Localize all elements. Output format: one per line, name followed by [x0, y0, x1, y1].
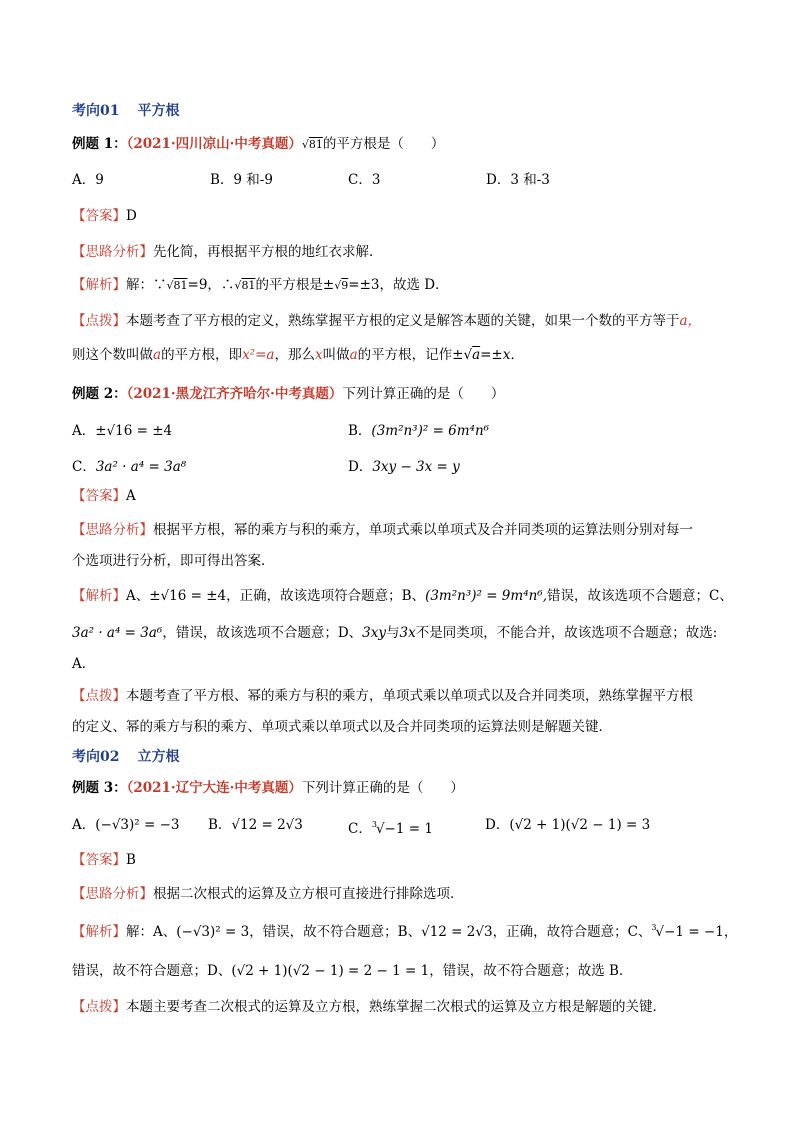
ex2-analysis-line-1: 【思路分析】根据平方根，幂的乘方与积的乘方，单项式乘以单项式及合并同类项的运算法则分别对每一 — [72, 522, 693, 538]
ex3-solution-line-1: 【解析】解：A、(−√3)² = 3，错误，故不符合题意；B、√12 = 2√3，正确，故符合题意；C、$^3$√−1 = −1， — [72, 923, 738, 940]
ex2-answer: 【答案】A — [72, 488, 136, 504]
example-3-question: 例题 3：（2021·辽宁大连·中考真题）下列计算正确的是（ ） — [72, 780, 464, 796]
ex2-tip-line-1: 【点拨】本题考查了平方根、幂的乘方与积的乘方，单项式乘以单项式以及合并同类项，熟练掌握平方根 — [72, 688, 693, 704]
ex1-option-a: A．9 — [72, 172, 104, 188]
ex3-solution-line-2: 错误，故不符合题意；D、(√2 + 1)(√2 − 1) = 2 − 1 = 1，错误，故不符合题意；故选 B． — [72, 963, 633, 979]
example-3-source: （2021·辽宁大连·中考真题） — [126, 780, 302, 796]
ex3-answer: 【答案】B — [72, 852, 136, 868]
ex1-solution: 【解析】解：∵√81=9，∴√81的平方根是±√9=±3，故选 D． — [72, 277, 449, 293]
ex1-option-b: B．9 和-9 — [210, 172, 273, 188]
example-2-question: 例题 2：（2021·黑龙江齐齐哈尔·中考真题）下列计算正确的是（ ） — [72, 386, 505, 402]
ex3-option-c: C．$^3$√−1 = 1 — [348, 820, 433, 837]
ex3-option-b: B．√12 = 2√3 — [208, 817, 303, 833]
ex2-option-a: A．±√16 = ±4 — [72, 423, 173, 439]
ex1-tip-line-1: 【点拨】本题考查了平方根的定义，熟练掌握平方根的定义是解答本题的关键，如果一个数的平方等于a， — [72, 313, 702, 329]
ex2-analysis-line-2: 个选项进行分析，即可得出答案． — [72, 553, 275, 569]
ex2-option-c: C．3a² · a⁴ = 3a⁸ — [72, 459, 187, 475]
example-1-source: （2021·四川凉山·中考真题） — [126, 136, 302, 152]
ex3-tip: 【点拨】本题主要考查二次根式的运算及立方根，熟练掌握二次根式的运算及立方根是解题的关键． — [72, 999, 666, 1015]
ex1-analysis: 【思路分析】先化简，再根据平方根的地红衣求解． — [72, 244, 383, 260]
example-2-source: （2021·黑龙江齐齐哈尔·中考真题） — [126, 386, 343, 402]
ex2-option-b: B．(3m²n³)² = 6m⁴n⁶ — [348, 423, 490, 439]
ex2-solution-line-2: 3a² · a⁴ = 3a⁶，错误，故该选项不合题意；D、3xy与3x不是同类项，不能合并，故该选项不合题意；故选: — [72, 625, 718, 641]
ex3-option-d: D．(√2 + 1)(√2 − 1) = 3 — [485, 817, 651, 833]
ex1-answer: 【答案】D — [72, 208, 137, 224]
ex3-option-a: A．(−√3)² = −3 — [72, 817, 180, 833]
ex2-tip-line-2: 的定义、幂的乘方与积的乘方、单项式乘以单项式以及合并同类项的运算法则是解题关键． — [72, 719, 612, 735]
ex1-tip-line-2: 则这个数叫做a的平方根，即x²=a，那么x叫做a的平方根，记作±√a=±x． — [72, 347, 524, 363]
ex3-analysis: 【思路分析】根据二次根式的运算及立方根可直接进行排除选项． — [72, 886, 464, 902]
section-title-2: 考向02 立方根 — [72, 749, 180, 765]
ex2-solution-line-3: A． — [72, 656, 96, 672]
ex2-solution-line-1: 【解析】A、±√16 = ±4，正确，故该选项符合题意；B、(3m²n³)² = 9m⁴n⁶,错误，故该选项不合题意；C、 — [72, 588, 733, 604]
example-1-question: 例题 1：（2021·四川凉山·中考真题）√81的平方根是（ ） — [72, 136, 445, 152]
ex1-option-d: D．3 和-3 — [486, 172, 550, 188]
section-title-1: 考向01 平方根 — [72, 103, 180, 119]
ex2-option-d: D．3xy − 3x = y — [348, 459, 460, 475]
ex1-option-c: C．3 — [348, 172, 381, 188]
